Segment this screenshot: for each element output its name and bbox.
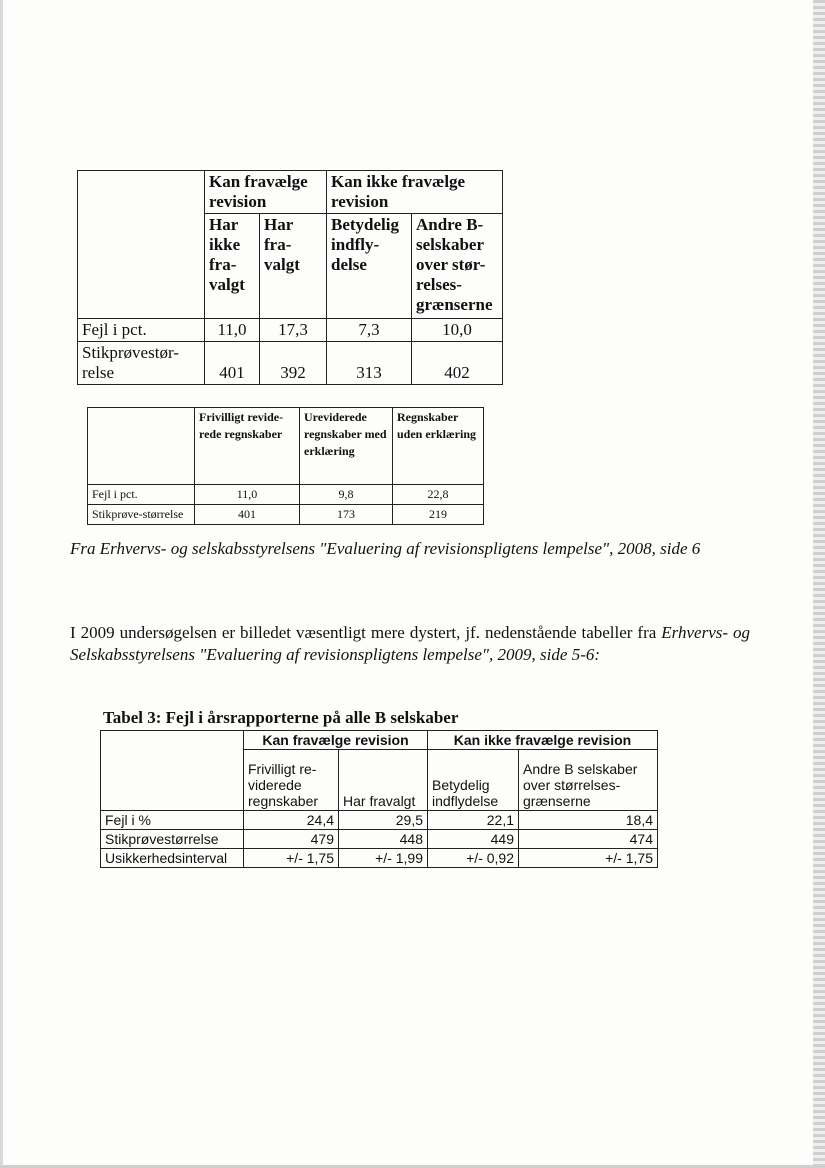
table-cell: 7,3 bbox=[327, 319, 412, 342]
table-2008-a bbox=[77, 170, 503, 385]
subheader-cell: Har fra-valgt bbox=[260, 214, 327, 319]
table-cell: 11,0 bbox=[195, 485, 300, 505]
row-label: Fejl i pct. bbox=[88, 485, 195, 505]
subheader-cell: Andre B-selskaber over stør-relses-grænserne bbox=[412, 214, 503, 319]
table-corner-cell bbox=[78, 171, 205, 319]
table-cell: 392 bbox=[260, 342, 327, 385]
subheader-cell: Betydelig indfly-delse bbox=[327, 214, 412, 319]
scan-edge-right bbox=[813, 0, 825, 1168]
table3-title: Tabel 3: Fejl i årsrapporterne på alle B selskaber bbox=[103, 708, 459, 727]
table-row bbox=[101, 811, 658, 830]
table-cell: 11,0 bbox=[205, 319, 260, 342]
table-cell: 401 bbox=[195, 505, 300, 525]
subheader-cell: Andre B selskaber over størrelses-grænserne bbox=[519, 750, 658, 811]
body-paragraph bbox=[70, 622, 750, 666]
table-cell: +/- 1,75 bbox=[244, 849, 339, 868]
row-label: Stikprøvestørrelse bbox=[101, 830, 244, 849]
row-label: Stikprøvestør-relse bbox=[78, 342, 205, 385]
header-cell: Ureviderede regnskaber med erklæring bbox=[300, 408, 393, 485]
table-cell: 24,4 bbox=[244, 811, 339, 830]
paragraph-text: I 2009 undersøgelsen er billedet væsentligt mere dystert, jf. nedenstående tabeller fra bbox=[70, 623, 657, 642]
header-kan-ikke-fravaelge: Kan ikke fravælge revision bbox=[327, 171, 503, 214]
subheader-cell: Betydelig indflydelse bbox=[428, 750, 519, 811]
row-label: Fejl i % bbox=[101, 811, 244, 830]
table-2009 bbox=[100, 730, 658, 868]
table-cell: 18,4 bbox=[519, 811, 658, 830]
table-cell: 479 bbox=[244, 830, 339, 849]
table-cell: 474 bbox=[519, 830, 658, 849]
table-header-row bbox=[88, 408, 484, 485]
header-kan-fravaelge: Kan fravælge revision bbox=[205, 171, 327, 214]
table-corner-cell bbox=[88, 408, 195, 485]
row-label: Usikkerhedsinterval bbox=[101, 849, 244, 868]
table-row bbox=[78, 342, 503, 385]
table-header-row bbox=[101, 731, 658, 750]
row-label: Stikprøve-størrelse bbox=[88, 505, 195, 525]
table-cell: 401 bbox=[205, 342, 260, 385]
table-row bbox=[88, 505, 484, 525]
table-row bbox=[88, 485, 484, 505]
scan-edge-left bbox=[0, 0, 3, 1168]
subheader-cell: Frivilligt re-viderede regnskaber bbox=[244, 750, 339, 811]
table-corner-cell bbox=[101, 731, 244, 811]
header-kan-fravaelge: Kan fravælge revision bbox=[244, 731, 428, 750]
table-cell: 402 bbox=[412, 342, 503, 385]
table-header-row bbox=[78, 171, 503, 214]
table-cell: 22,1 bbox=[428, 811, 519, 830]
table-cell: 173 bbox=[300, 505, 393, 525]
row-label: Fejl i pct. bbox=[78, 319, 205, 342]
table-cell: 313 bbox=[327, 342, 412, 385]
header-cell: Regnskaber uden erklæring bbox=[393, 408, 484, 485]
header-cell: Frivilligt revide-rede regnskaber bbox=[195, 408, 300, 485]
table-row bbox=[101, 830, 658, 849]
header-kan-ikke-fravaelge: Kan ikke fravælge revision bbox=[428, 731, 658, 750]
table-2008-b bbox=[87, 407, 484, 525]
table-cell: 29,5 bbox=[339, 811, 428, 830]
table-cell: +/- 1,75 bbox=[519, 849, 658, 868]
subheader-cell: Har fravalgt bbox=[339, 750, 428, 811]
paragraph-citation: Erhvervs- og Selskabsstyrelsens "Evaluering af revisionspligtens lempelse", 2009, side 5-6: bbox=[70, 623, 750, 664]
table-cell: 17,3 bbox=[260, 319, 327, 342]
table-row bbox=[101, 849, 658, 868]
table-cell: +/- 0,92 bbox=[428, 849, 519, 868]
source-caption: Fra Erhvervs- og selskabsstyrelsens "Evaluering af revisionspligtens lempelse", 2008, side 6 bbox=[70, 539, 701, 558]
table-cell: 219 bbox=[393, 505, 484, 525]
table-cell: 449 bbox=[428, 830, 519, 849]
table-cell: 10,0 bbox=[412, 319, 503, 342]
table-cell: +/- 1,99 bbox=[339, 849, 428, 868]
table-cell: 448 bbox=[339, 830, 428, 849]
table-cell: 9,8 bbox=[300, 485, 393, 505]
table-cell: 22,8 bbox=[393, 485, 484, 505]
subheader-cell: Har ikke fra-valgt bbox=[205, 214, 260, 319]
table-row bbox=[78, 319, 503, 342]
